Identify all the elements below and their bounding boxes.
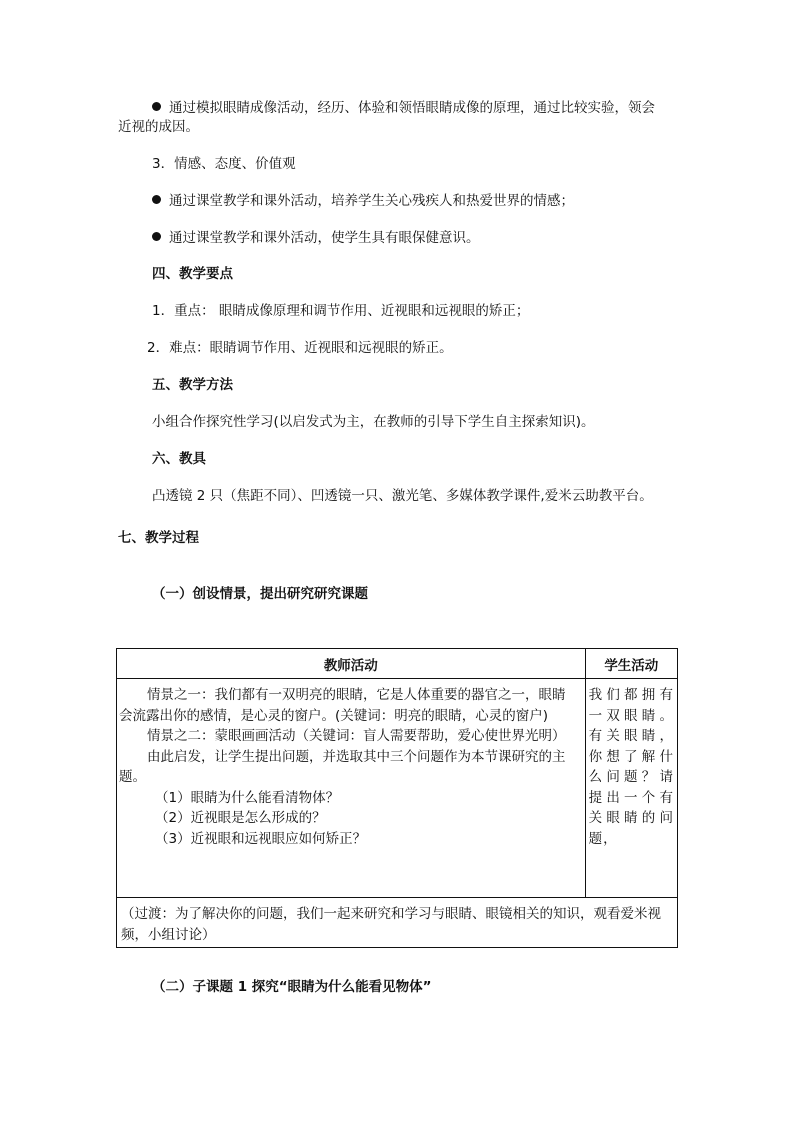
question-1: （1）眼睛为什么能看清物体？	[155, 789, 340, 806]
heading-3: 3．情感、态度、价值观	[152, 156, 296, 172]
key-point-1: 1．重点： 眼睛成像原理和调节作用、近视眼和远视眼的矫正；	[152, 303, 530, 319]
section-heading-6: 六、教具	[152, 451, 206, 467]
teacher-line-4: 由此启发，让学生提出问题，并选取其中三个问题作为本节课研究的主	[147, 748, 566, 765]
bullet-icon	[152, 195, 161, 204]
table-row	[117, 898, 678, 948]
teacher-line-1: 情景之一：我们都有一双明亮的眼睛，它是人体重要的器官之一，眼睛	[147, 687, 566, 703]
key-point-2: 2．难点：眼睛调节作用、近视眼和远视眼的矫正。	[147, 340, 453, 356]
teacher-line-3: 情景之二：蒙眼画画活动（关键词：盲人需要帮助，爱心使世界光明）	[147, 728, 566, 744]
section-heading-5: 五、教学方法	[152, 377, 233, 393]
teacher-line-5: 题。	[119, 769, 146, 785]
section-heading-4: 四、教学要点	[152, 266, 233, 282]
subsection-2-title: （二）子课题 1 探究“眼睛为什么能看见物体”	[152, 979, 432, 995]
bullet-text-1-cont: 近视的成因。	[118, 119, 199, 135]
teacher-activity-cell	[117, 679, 586, 898]
teacher-line-2: 会流露出你的感情，是心灵的窗户。(关键词：明亮的眼睛，心灵的窗户)	[119, 707, 549, 724]
question-3: （3）近视眼和远视眼应如何矫正？	[155, 830, 367, 847]
table-row	[117, 679, 678, 898]
transition-note: （过渡：为了解决你的问题，我们一起来研究和学习与眼睛、眼镜相关的知识，观看爱米视频，小组讨论）	[117, 898, 678, 948]
bullet-icon	[152, 102, 161, 111]
method-text: 小组合作探究性学习(以启发式为主，在教师的引导下学生自主探索知识)。	[152, 414, 595, 430]
bullet-text-1: 通过模拟眼睛成像活动，经历、体验和领悟眼睛成像的原理，通过比较实验，领会	[169, 100, 655, 116]
student-activity-cell: 我们都拥有一双眼睛。有关眼睛，你想了解什么问题？请提出一个有关眼睛的问题，	[585, 679, 677, 898]
tools-text: 凸透镜 2 只（焦距不同）、凹透镜一只、激光笔、多媒体教学课件,爱米云助教平台。	[152, 488, 653, 504]
bullet-item-3	[152, 226, 480, 246]
bullet-item-2	[152, 189, 574, 209]
section-heading-7: 七、教学过程	[118, 530, 199, 546]
question-2: （2）近视眼是怎么形成的？	[155, 810, 326, 826]
activity-table	[116, 648, 678, 948]
bullet-item-1	[152, 96, 655, 116]
teacher-column-header: 教师活动	[117, 649, 586, 679]
bullet-text-3: 通过课堂教学和课外活动，使学生具有眼保健意识。	[169, 230, 480, 246]
table-header-row	[117, 649, 678, 679]
subsection-1-title: （一）创设情景，提出研究研究课题	[152, 586, 368, 602]
student-column-header: 学生活动	[585, 649, 677, 679]
bullet-icon	[152, 232, 161, 241]
bullet-text-2: 通过课堂教学和课外活动，培养学生关心残疾人和热爱世界的情感；	[169, 193, 574, 209]
